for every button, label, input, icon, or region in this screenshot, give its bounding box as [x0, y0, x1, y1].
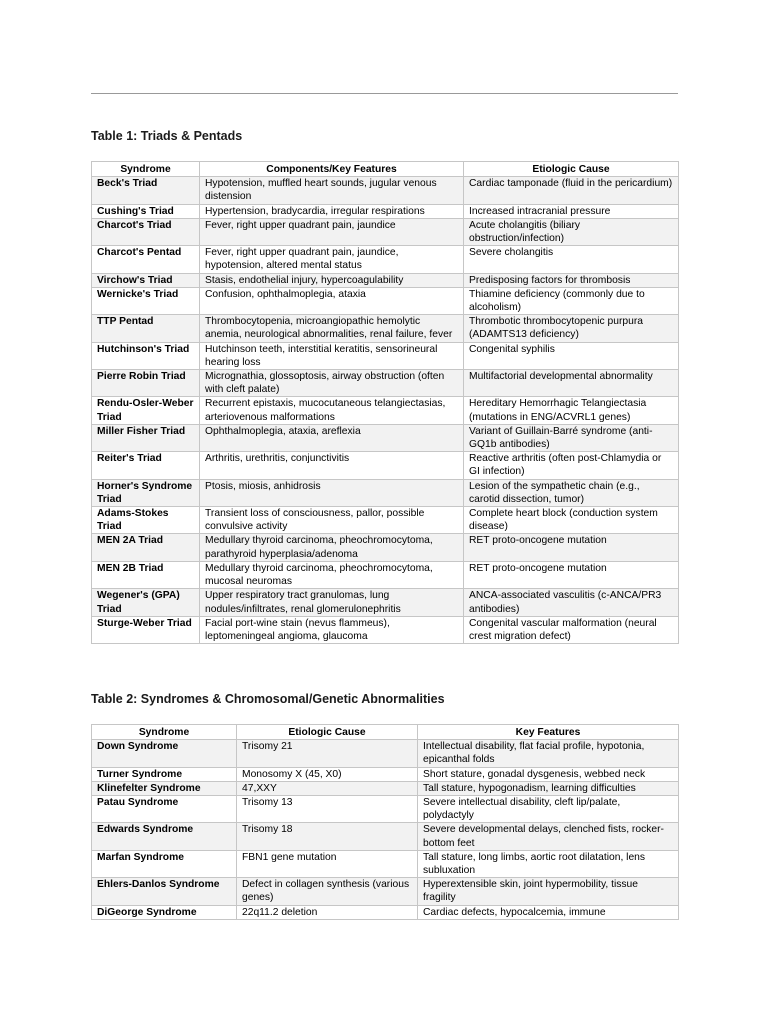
table-cell: Severe intellectual disability, cleft lip/palate, polydactyly — [418, 796, 679, 823]
table-cell: Arthritis, urethritis, conjunctivitis — [200, 452, 464, 479]
table-row — [92, 452, 679, 479]
table-cell: Facial port-wine stain (nevus flammeus), leptomeningeal angioma, glaucoma — [200, 616, 464, 643]
table-row — [92, 561, 679, 588]
table1-header-row — [92, 162, 679, 177]
syndrome-name-cell: Sturge-Weber Triad — [92, 616, 200, 643]
table-cell: Thiamine deficiency (commonly due to alcoholism) — [464, 287, 679, 314]
syndrome-name-cell: Horner's Syndrome Triad — [92, 479, 200, 506]
table-cell: Medullary thyroid carcinoma, pheochromocytoma, parathyroid hyperplasia/adenoma — [200, 534, 464, 561]
syndrome-name-cell: TTP Pentad — [92, 315, 200, 342]
table-cell: Fever, right upper quadrant pain, jaundice, hypotension, altered mental status — [200, 246, 464, 273]
table-row — [92, 397, 679, 424]
table-cell: Cardiac tamponade (fluid in the pericardium) — [464, 177, 679, 204]
syndrome-name-cell: Edwards Syndrome — [92, 823, 237, 850]
syndrome-name-cell: Turner Syndrome — [92, 767, 237, 781]
table-cell: Congenital vascular malformation (neural crest migration defect) — [464, 616, 679, 643]
table-cell: Variant of Guillain-Barré syndrome (anti-GQ1b antibodies) — [464, 424, 679, 451]
table-cell: Micrognathia, glossoptosis, airway obstruction (often with cleft palate) — [200, 370, 464, 397]
table-cell: Trisomy 13 — [237, 796, 418, 823]
syndrome-name-cell: Cushing's Triad — [92, 204, 200, 218]
syndrome-name-cell: MEN 2B Triad — [92, 561, 200, 588]
table-cell: Ophthalmoplegia, ataxia, areflexia — [200, 424, 464, 451]
syndrome-name-cell: Beck's Triad — [92, 177, 200, 204]
table-row — [92, 767, 679, 781]
table-cell: Ptosis, miosis, anhidrosis — [200, 479, 464, 506]
table2-header-row — [92, 725, 679, 740]
table-cell: 22q11.2 deletion — [237, 905, 418, 919]
syndrome-name-cell: Pierre Robin Triad — [92, 370, 200, 397]
syndrome-name-cell: MEN 2A Triad — [92, 534, 200, 561]
table-cell: Upper respiratory tract granulomas, lung nodules/infiltrates, renal glomerulonephritis — [200, 589, 464, 616]
table-row — [92, 507, 679, 534]
table-row — [92, 740, 679, 767]
table-row — [92, 850, 679, 877]
table-row — [92, 287, 679, 314]
table-cell: Cardiac defects, hypocalcemia, immune — [418, 905, 679, 919]
table-cell: Severe cholangitis — [464, 246, 679, 273]
table-row — [92, 177, 679, 204]
table-cell: Congenital syphilis — [464, 342, 679, 369]
table-cell: Acute cholangitis (biliary obstruction/infection) — [464, 218, 679, 245]
table-row — [92, 424, 679, 451]
table-cell: Reactive arthritis (often post-Chlamydia or GI infection) — [464, 452, 679, 479]
column-header: Syndrome — [92, 162, 200, 177]
column-header: Etiologic Cause — [237, 725, 418, 740]
table-row — [92, 878, 679, 905]
table-row — [92, 204, 679, 218]
triads-pentads-table — [91, 161, 679, 644]
column-header: Syndrome — [92, 725, 237, 740]
table-cell: Multifactorial developmental abnormality — [464, 370, 679, 397]
table-cell: Trisomy 18 — [237, 823, 418, 850]
table-cell: Tall stature, long limbs, aortic root dilatation, lens subluxation — [418, 850, 679, 877]
column-header: Components/Key Features — [200, 162, 464, 177]
column-header: Etiologic Cause — [464, 162, 679, 177]
table-cell: Increased intracranial pressure — [464, 204, 679, 218]
table-row — [92, 246, 679, 273]
table-cell: Hereditary Hemorrhagic Telangiectasia (mutations in ENG/ACVRL1 genes) — [464, 397, 679, 424]
table-cell: Hutchinson teeth, interstitial keratitis, sensorineural hearing loss — [200, 342, 464, 369]
table-cell: Predisposing factors for thrombosis — [464, 273, 679, 287]
table-row — [92, 823, 679, 850]
table-row — [92, 218, 679, 245]
table-cell: FBN1 gene mutation — [237, 850, 418, 877]
syndrome-name-cell: Klinefelter Syndrome — [92, 781, 237, 795]
table-cell: Tall stature, hypogonadism, learning difficulties — [418, 781, 679, 795]
table-cell: ANCA-associated vasculitis (c-ANCA/PR3 antibodies) — [464, 589, 679, 616]
table2-title: Table 2: Syndromes & Chromosomal/Genetic Abnormalities — [91, 692, 445, 706]
table-row — [92, 534, 679, 561]
table-row — [92, 342, 679, 369]
syndrome-name-cell: Rendu-Osler-Weber Triad — [92, 397, 200, 424]
syndrome-name-cell: Reiter's Triad — [92, 452, 200, 479]
table-row — [92, 781, 679, 795]
table-cell: Thrombotic thrombocytopenic purpura (ADAMTS13 deficiency) — [464, 315, 679, 342]
syndrome-name-cell: Wegener's (GPA) Triad — [92, 589, 200, 616]
table-cell: Complete heart block (conduction system disease) — [464, 507, 679, 534]
syndrome-name-cell: Charcot's Pentad — [92, 246, 200, 273]
table-cell: Defect in collagen synthesis (various genes) — [237, 878, 418, 905]
table-row — [92, 616, 679, 643]
syndrome-name-cell: Virchow's Triad — [92, 273, 200, 287]
table-row — [92, 796, 679, 823]
table-cell: Hyperextensible skin, joint hypermobility, tissue fragility — [418, 878, 679, 905]
table-cell: Transient loss of consciousness, pallor, possible convulsive activity — [200, 507, 464, 534]
table-cell: RET proto-oncogene mutation — [464, 534, 679, 561]
syndrome-name-cell: Hutchinson's Triad — [92, 342, 200, 369]
syndrome-name-cell: Charcot's Triad — [92, 218, 200, 245]
syndrome-name-cell: Ehlers-Danlos Syndrome — [92, 878, 237, 905]
table-cell: Trisomy 21 — [237, 740, 418, 767]
table-cell: Medullary thyroid carcinoma, pheochromocytoma, mucosal neuromas — [200, 561, 464, 588]
syndrome-name-cell: DiGeorge Syndrome — [92, 905, 237, 919]
syndrome-name-cell: Patau Syndrome — [92, 796, 237, 823]
syndrome-name-cell: Wernicke's Triad — [92, 287, 200, 314]
table-row — [92, 370, 679, 397]
table-cell: Thrombocytopenia, microangiopathic hemolytic anemia, neurological abnormalities, renal failure, fever — [200, 315, 464, 342]
table-cell: 47,XXY — [237, 781, 418, 795]
table-cell: Fever, right upper quadrant pain, jaundice — [200, 218, 464, 245]
table-row — [92, 479, 679, 506]
table1-title: Table 1: Triads & Pentads — [91, 129, 243, 143]
table-cell: Monosomy X (45, X0) — [237, 767, 418, 781]
table-row — [92, 315, 679, 342]
table-cell: Hypotension, muffled heart sounds, jugular venous distension — [200, 177, 464, 204]
syndrome-name-cell: Adams-Stokes Triad — [92, 507, 200, 534]
column-header: Key Features — [418, 725, 679, 740]
table-row — [92, 905, 679, 919]
table-cell: Confusion, ophthalmoplegia, ataxia — [200, 287, 464, 314]
table-row — [92, 589, 679, 616]
top-divider — [91, 93, 678, 94]
syndromes-genetic-table — [91, 724, 679, 920]
table-cell: Severe developmental delays, clenched fists, rocker-bottom feet — [418, 823, 679, 850]
syndrome-name-cell: Miller Fisher Triad — [92, 424, 200, 451]
table-cell: Intellectual disability, flat facial profile, hypotonia, epicanthal folds — [418, 740, 679, 767]
table-cell: Lesion of the sympathetic chain (e.g., carotid dissection, tumor) — [464, 479, 679, 506]
table-cell: Hypertension, bradycardia, irregular respirations — [200, 204, 464, 218]
table-cell: Short stature, gonadal dysgenesis, webbed neck — [418, 767, 679, 781]
table-row — [92, 273, 679, 287]
syndrome-name-cell: Down Syndrome — [92, 740, 237, 767]
syndrome-name-cell: Marfan Syndrome — [92, 850, 237, 877]
table-cell: RET proto-oncogene mutation — [464, 561, 679, 588]
table-cell: Stasis, endothelial injury, hypercoagulability — [200, 273, 464, 287]
table-cell: Recurrent epistaxis, mucocutaneous telangiectasias, arteriovenous malformations — [200, 397, 464, 424]
